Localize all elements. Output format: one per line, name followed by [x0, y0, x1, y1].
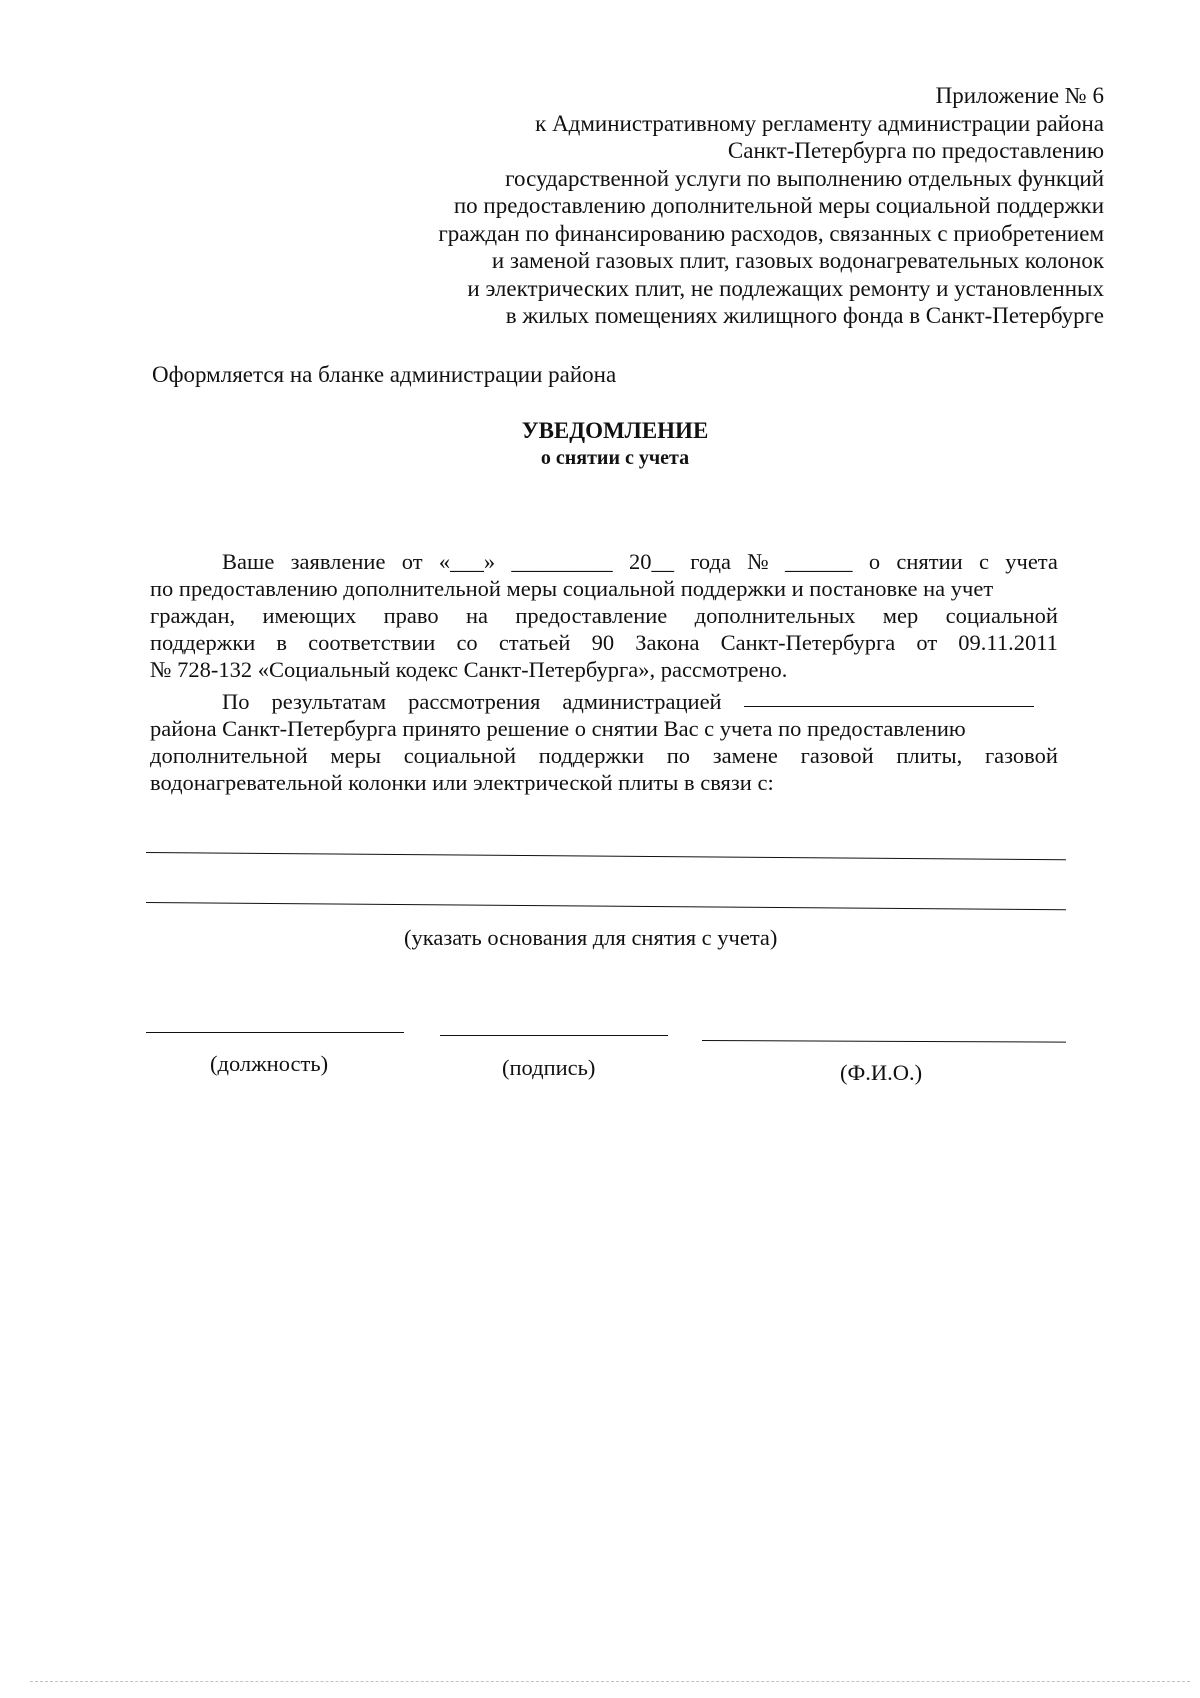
word: право [383, 603, 439, 628]
paragraph-application [150, 548, 1058, 683]
word: по [666, 743, 691, 768]
letterhead-note: Оформляется на бланке администрации района [152, 362, 617, 387]
year-blank: 20__ [628, 549, 674, 574]
word: меры [330, 743, 381, 768]
scan-edge-artifact [30, 1681, 1190, 1682]
signature-blank-line[interactable] [440, 1035, 668, 1036]
appendix-header [344, 82, 1104, 330]
name-caption: (Ф.И.О.) [840, 1060, 923, 1085]
signature-caption: (подпись) [502, 1055, 596, 1080]
word: дополнительных [694, 603, 856, 628]
number-blank: ______ [785, 549, 853, 574]
word: со [456, 630, 478, 655]
text-segment: водонагревательной колонки или электрической плиты в связи с: [150, 770, 774, 795]
word: газовой [984, 743, 1058, 768]
word: учета [1005, 549, 1058, 574]
word: года [690, 549, 731, 574]
word: о [868, 549, 881, 574]
word: снятии [896, 549, 963, 574]
appendix-line: государственной услуги по выполнению отдельных функций [505, 165, 1104, 191]
word: 09.11.2011 [958, 630, 1058, 655]
word: рассмотрения [408, 689, 541, 714]
word: Закона [635, 630, 700, 655]
word: дополнительной [150, 743, 308, 768]
word: соответствии [308, 630, 436, 655]
word: результатам [271, 689, 387, 714]
word: администрацией [562, 689, 722, 714]
reason-blank-line-2[interactable] [146, 902, 1066, 910]
word: имеющих [262, 603, 357, 628]
text-line [150, 629, 1058, 656]
position-blank-line[interactable] [146, 1032, 404, 1033]
appendix-line: граждан по финансированию расходов, связанных с приобретением [438, 220, 1104, 246]
word: газовой [800, 743, 874, 768]
word: граждан, [150, 603, 236, 628]
appendix-line: к Административному регламенту администрации района [535, 110, 1104, 136]
word: на [465, 603, 488, 628]
appendix-line: и заменой газовых плит, газовых водонагревательных колонок [491, 248, 1104, 273]
text-line [150, 769, 1058, 796]
month-blank: _________ [511, 549, 613, 574]
text-line [150, 715, 1058, 742]
word: предоставление [515, 603, 668, 628]
word: заявление [290, 549, 386, 574]
word: с [978, 549, 989, 574]
appendix-line: по предоставлению дополнительной меры социальной поддержки [453, 193, 1104, 218]
text-line [150, 602, 1058, 629]
document-title: УВЕДОМЛЕНИЕ [521, 418, 709, 443]
appendix-line: в жилых помещениях жилищного фонда в Санкт-Петербурге [505, 303, 1104, 328]
word: плиты, [896, 743, 963, 768]
word: 90 [591, 630, 615, 655]
word: социальной [403, 743, 517, 768]
word: поддержки [538, 743, 645, 768]
word: от [401, 549, 423, 574]
document-subtitle: о снятии с учета [540, 447, 690, 469]
administration-blank[interactable] [744, 688, 1034, 707]
appendix-line: Приложение № 6 [935, 83, 1104, 108]
text-line [150, 656, 1058, 683]
text-segment: по предоставлению дополнительной меры социальной поддержки и постановке на учет [150, 576, 994, 601]
word: статьей [498, 630, 571, 655]
word: социальной [945, 603, 1058, 628]
word: от [916, 630, 938, 655]
word: № [747, 549, 769, 574]
position-caption: (должность) [210, 1051, 329, 1076]
word: поддержки [150, 630, 256, 655]
word: Санкт-Петербурга [720, 630, 896, 655]
appendix-line: Санкт-Петербурга по предоставлению [727, 138, 1104, 163]
text-line [150, 688, 1058, 715]
word: мер [882, 603, 919, 628]
reason-blank-line-1[interactable] [146, 852, 1066, 860]
word: По [222, 689, 250, 714]
word: замене [712, 743, 778, 768]
appendix-line: и электрических плит, не подлежащих ремонту и установленных [467, 275, 1104, 301]
text-line [150, 742, 1058, 769]
text-segment: района Санкт-Петербурга принято решение о снятии Вас с учета по предоставлению [150, 716, 966, 741]
day-blank: «___» [438, 549, 496, 574]
text-segment: № 728-132 «Социальный кодекс Санкт-Петербурга», рассмотрено. [150, 657, 788, 682]
name-blank-line[interactable] [702, 1040, 1066, 1043]
paragraph-decision [150, 688, 1058, 796]
text-line [150, 575, 1058, 602]
reason-caption: (указать основания для снятия с учета) [404, 925, 778, 950]
text-line [150, 548, 1058, 575]
word: в [276, 630, 288, 655]
word: Ваше [222, 549, 275, 574]
